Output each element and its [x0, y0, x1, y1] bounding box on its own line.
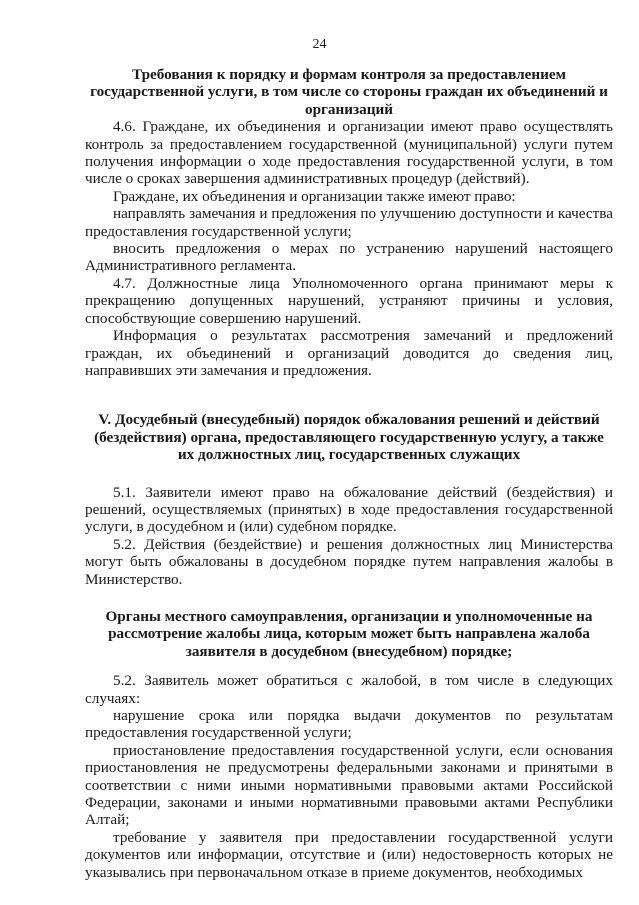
- paragraph: 4.6. Граждане, их объединения и организации имеют право осуществлять контроль за предоставлением государственной (муниципальной) услуги путем получения информации о ходе предоставления государственной услуги, в том числе о сроках завершения административных процедур (действий).: [85, 118, 613, 188]
- document-body: [85, 66, 613, 881]
- paragraph: 5.1. Заявители имеют право на обжалование действий (бездействия) и решений, осуществляемых (принятых) в ходе предоставления государственной услуги, в досудебном и (или) судебном порядке.: [85, 483, 613, 536]
- paragraph: Информация о результатах рассмотрения замечаний и предложений граждан, их объединений и организаций доводится до сведения лиц, направивших эти замечания и предложения.: [85, 327, 613, 379]
- paragraph: приостановление предоставления государственной услуги, если основания приостановления не предусмотрены федеральными законами и принятыми в соответствии с ними иными нормативными правовыми актами Российской Федерации, законами и иными нормативными правовыми актами Республики Алтай;: [85, 741, 613, 829]
- paragraph: направлять замечания и предложения по улучшению доступности и качества предоставления государственной услуги;: [85, 205, 613, 240]
- paragraph: 5.2. Заявитель может обратиться с жалобой, в том числе в следующих случаях:: [85, 672, 613, 707]
- paragraph: вносить предложения о мерах по устранению нарушений настоящего Административного регламента.: [85, 240, 613, 275]
- organs-heading: Органы местного самоуправления, организации и уполномоченные на рассмотрение жалобы лица, которым может быть направлена жалоба заявителя в досудебном (внесудебном) порядке;: [105, 607, 593, 660]
- section4-heading: Требования к порядку и формам контроля за предоставлением государственной услуги, в том числе со стороны граждан их объединений и организаций: [90, 66, 608, 118]
- paragraph: требование у заявителя при предоставлении государственной услуги документов или информации, отсутствие и (или) недостоверность которых не указывались при первоначальном отказе в приеме документов, необходимых: [85, 828, 613, 881]
- paragraph: 5.2. Действия (бездействие) и решения должностных лиц Министерства могут быть обжалованы в досудебном порядке путем направления жалобы в Министерство.: [85, 535, 613, 588]
- page-number: 24: [312, 37, 327, 52]
- paragraph: Граждане, их объединения и организации также имеют право:: [113, 187, 516, 205]
- section5-heading: V. Досудебный (внесудебный) порядок обжалования решений и действий (бездействия) органа, предоставляющего государственную услугу, а также их должностных лиц, государственных служащих: [94, 411, 604, 464]
- paragraph: 4.7. Должностные лица Уполномоченного органа принимают меры к прекращению допущенных нарушений, устраняют причины и условия, способствующие совершению нарушений.: [85, 274, 613, 327]
- paragraph: нарушение срока или порядка выдачи документов по результатам предоставления государственной услуги;: [85, 707, 613, 742]
